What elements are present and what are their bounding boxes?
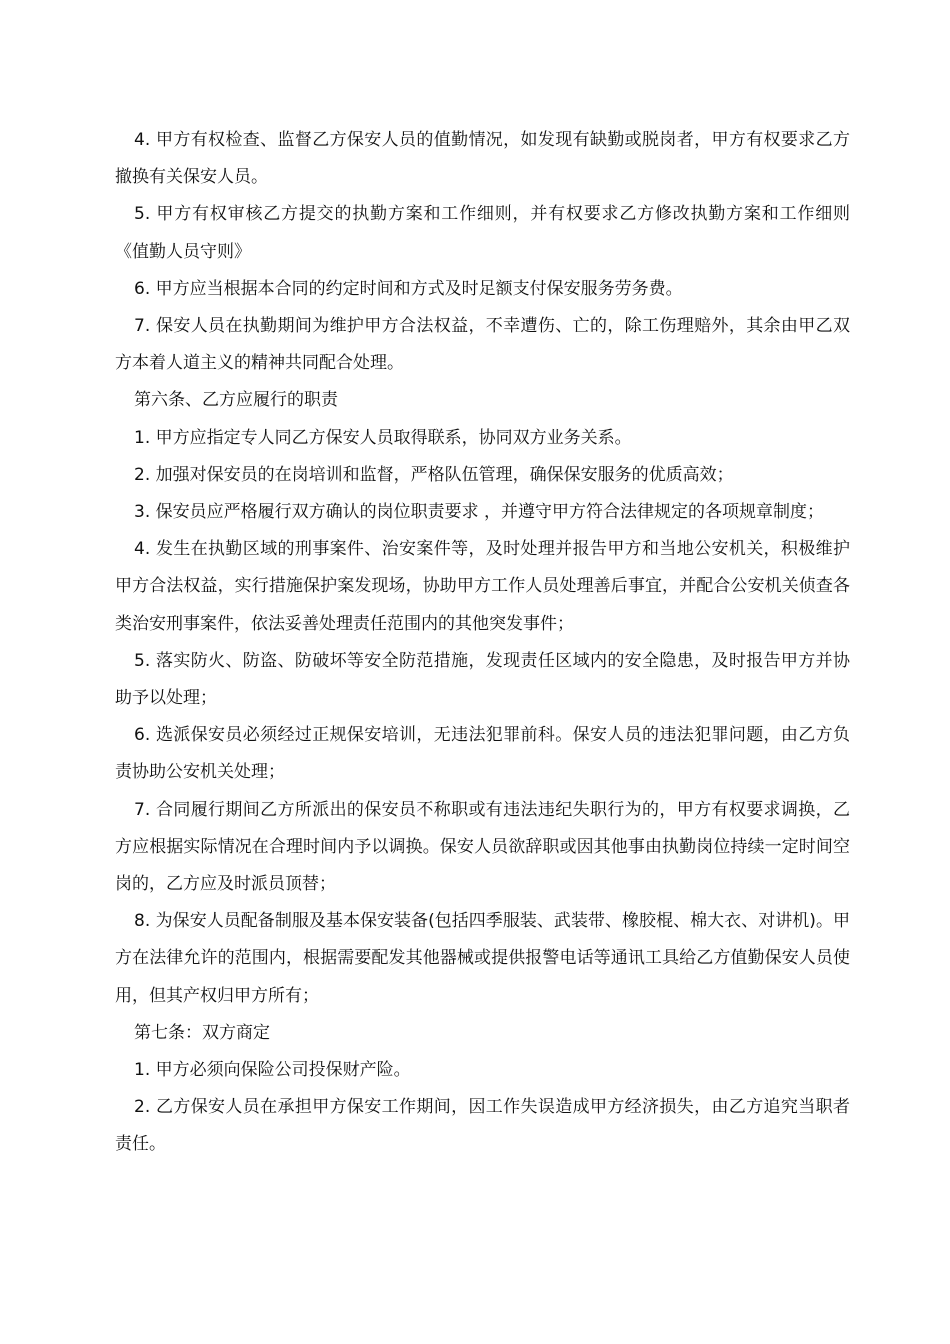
article-7-item-2: 2. 乙方保安人员在承担甲方保安工作期间，因工作失误造成甲方经济损失，由乙方追究当职者责任。 bbox=[115, 1097, 850, 1155]
article-6-heading: 第六条、乙方应履行的职责 bbox=[134, 390, 338, 411]
clause-a-item-7: 7. 保安人员在执勤期间为维护甲方合法权益，不幸遭伤、亡的，除工伤理赔外，其余由甲乙双方本着人道主义的精神共同配合处理。 bbox=[115, 316, 850, 374]
article-6-item-2: 2. 加强对保安员的在岗培训和监督，严格队伍管理，确保保安服务的优质高效； bbox=[134, 464, 734, 485]
clause-a-item-5: 5. 甲方有权审核乙方提交的执勤方案和工作细则，并有权要求乙方修改执勤方案和工作细则《值勤人员守则》 bbox=[115, 204, 850, 262]
article-6-item-3: 3. 保安员应严格履行双方确认的岗位职责要求 ，并遵守甲方符合法律规定的各项规章制度； bbox=[134, 502, 825, 523]
article-6-item-1: 1. 甲方应指定专人同乙方保安人员取得联系，协同双方业务关系。 bbox=[134, 427, 632, 448]
article-6-item-5: 5. 落实防火、防盗、防破坏等安全防范措施，发现责任区域内的安全隐患，及时报告甲方并协助予以处理； bbox=[115, 650, 850, 709]
clause-a-item-6: 6. 甲方应当根据本合同的约定时间和方式及时足额支付保安服务劳务费。 bbox=[134, 278, 683, 299]
article-6-item-8: 8. 为保安人员配备制服及基本保安装备(包括四季服装、武装带、橡胶棍、棉大衣、对讲机)。甲方在法律允许的范围内，根据需要配发其他器械或提供报警电话等通讯工具给乙方值勤保安人员使用，但其产权归甲方所有； bbox=[115, 911, 850, 1006]
article-7-heading: 第七条：双方商定 bbox=[134, 1022, 270, 1043]
document-body bbox=[115, 122, 850, 1164]
clause-a-item-4: 4. 甲方有权检查、监督乙方保安人员的值勤情况，如发现有缺勤或脱岗者，甲方有权要求乙方撤换有关保安人员。 bbox=[115, 130, 850, 188]
article-6-item-7: 7. 合同履行期间乙方所派出的保安员不称职或有违法违纪失职行为的，甲方有权要求调换，乙方应根据实际情况在合理时间内予以调换。保安人员欲辞职或因其他事由执勤岗位持续一定时间空岗的，乙方应及时派员顶替； bbox=[115, 799, 850, 895]
article-6-item-4: 4. 发生在执勤区域的刑事案件、治安案件等，及时处理并报告甲方和当地公安机关，积极维护甲方合法权益，实行措施保护案发现场，协助甲方工作人员处理善后事宜，并配合公安机关侦查各类治安刑事案件，依法妥善处理责任范围内的其他突发事件； bbox=[115, 539, 850, 634]
article-6-item-6: 6. 选派保安员必须经过正规保安培训，无违法犯罪前科。保安人员的违法犯罪问题，由乙方负责协助公安机关处理； bbox=[115, 725, 850, 783]
article-7-item-1: 1. 甲方必须向保险公司投保财产险。 bbox=[134, 1060, 411, 1081]
